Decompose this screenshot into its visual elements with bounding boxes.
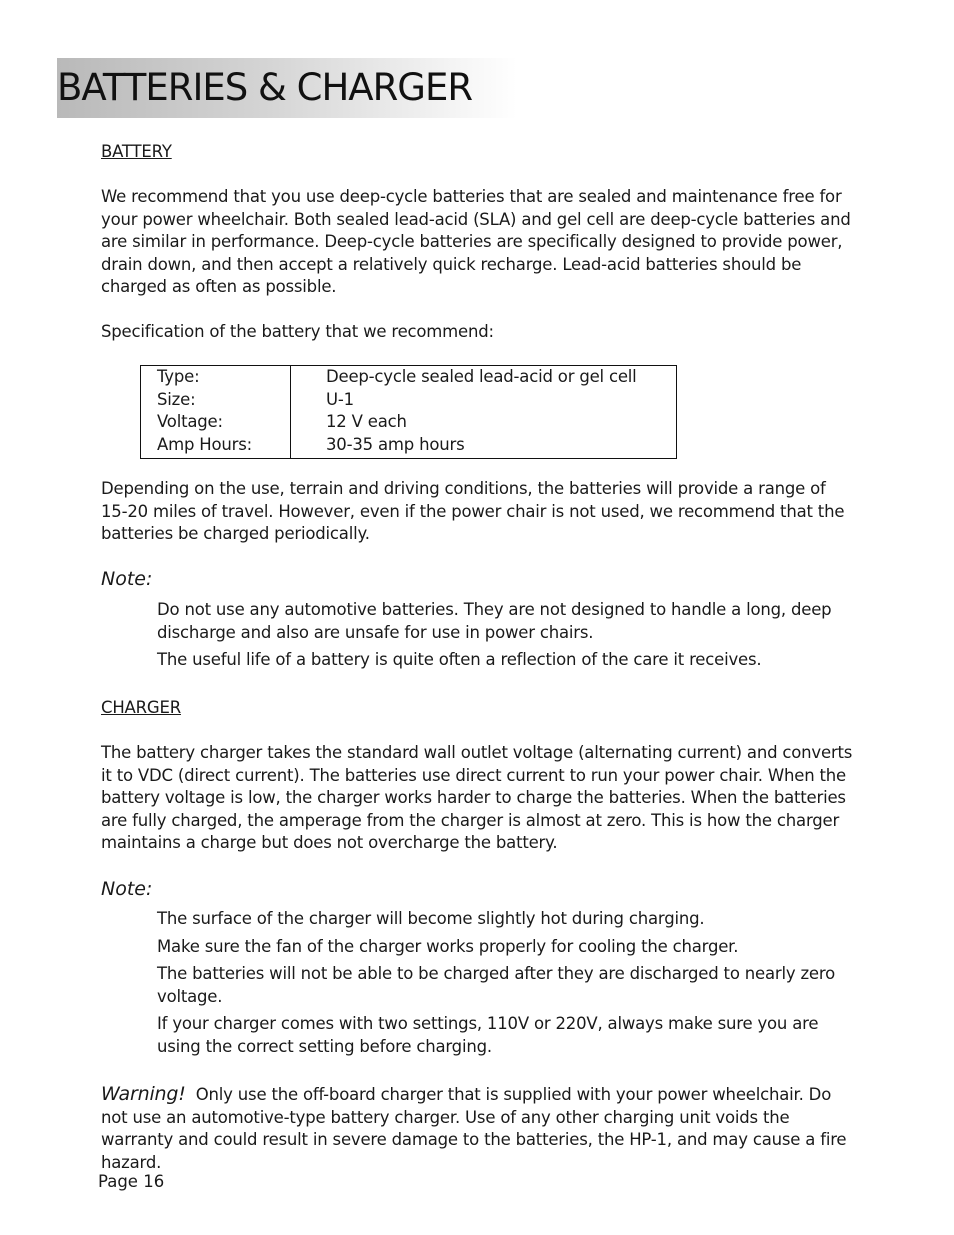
battery-note-label: Note:	[101, 568, 153, 590]
spec-row-size	[141, 389, 676, 412]
spec-value: 12 V each	[326, 412, 407, 431]
page-number: Page 16	[98, 1172, 165, 1191]
spec-key: Type:	[157, 367, 200, 386]
charger-note-item: If your charger comes with two settings, 110V or 220V, always make sure you are using the correct setting before charging.	[157, 1014, 819, 1056]
spec-row-type	[141, 366, 676, 389]
spec-row-voltage	[141, 411, 676, 434]
spec-key: Size:	[157, 389, 196, 409]
battery-note-item: Do not use any automotive batteries. They are not designed to handle a long, deep discharge and also are unsafe for use in power chairs.	[157, 600, 832, 642]
charger-note-label: Note:	[101, 878, 153, 900]
spec-value: U-1	[326, 389, 354, 409]
spec-value: 30-35 amp hours	[326, 434, 465, 454]
page-title: BATTERIES & CHARGER	[57, 66, 473, 109]
charger-note-item: Make sure the fan of the charger works properly for cooling the charger.	[157, 937, 739, 956]
spec-row-amp-hours	[141, 434, 676, 457]
warning-text: Only use the off-board charger that is supplied with your power wheelchair. Do not use an automotive-type battery charger. Use of any other charging unit voids the warranty and could result in severe damage to the batteries, the HP-1, and may cause a fire hazard.	[101, 1085, 847, 1172]
spec-intro: Specification of the battery that we recommend:	[101, 322, 494, 341]
battery-range: Depending on the use, terrain and driving conditions, the batteries will provide a range of 15-20 miles of travel. However, even if the power chair is not used, we recommend that the batteries be charged periodically.	[101, 479, 845, 543]
battery-note-item: The useful life of a battery is quite often a reflection of the care it receives.	[157, 650, 762, 669]
battery-spec-table	[140, 365, 677, 459]
charger-heading: CHARGER	[101, 698, 181, 717]
charger-note-item: The surface of the charger will become slightly hot during charging.	[157, 909, 705, 928]
spec-key: Amp Hours:	[157, 434, 252, 454]
charger-intro: The battery charger takes the standard wall outlet voltage (alternating current) and converts it to VDC (direct current). The batteries use direct current to run your power chair. When the battery voltage is low, the charger works harder to charge the batteries. When the batteries are fully charged, the amperage from the charger is almost at zero. This is how the charger maintains a charge but does not overcharge the battery.	[101, 743, 853, 852]
warning-label: Warning!	[101, 1083, 186, 1105]
spec-key: Voltage:	[157, 412, 223, 431]
battery-heading: BATTERY	[101, 142, 172, 161]
charger-warning	[101, 1083, 853, 1174]
spec-value: Deep-cycle sealed lead-acid or gel cell	[326, 367, 637, 386]
charger-note-item: The batteries will not be able to be charged after they are discharged to nearly zero voltage.	[157, 964, 835, 1006]
battery-intro: We recommend that you use deep-cycle batteries that are sealed and maintenance free for your power wheelchair. Both sealed lead-acid (SLA) and gel cell are deep-cycle batteries and are similar in performance. Deep-cycle batteries are specifically designed to provide power, drain down, and then accept a relatively quick recharge. Lead-acid batteries should be charged as often as possible.	[101, 187, 851, 296]
